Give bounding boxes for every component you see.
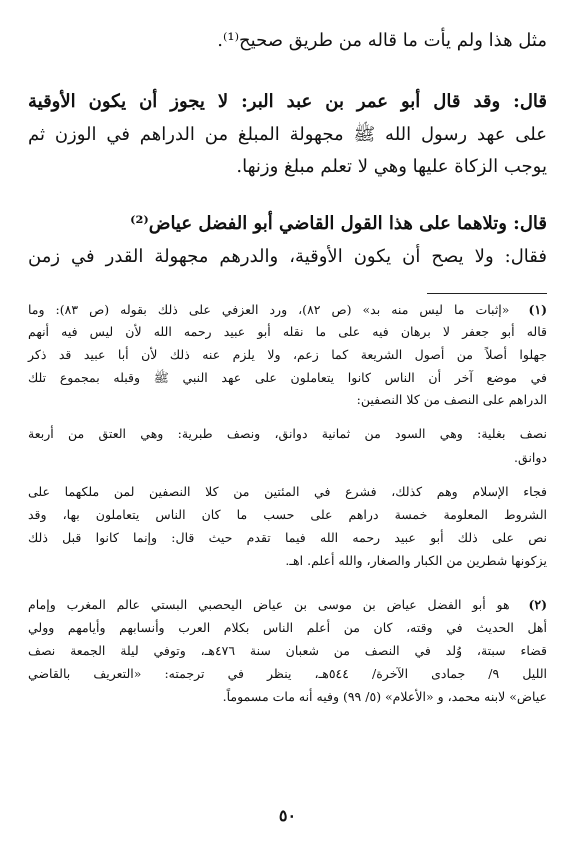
footnote-2-line-4: الليل ٩/ جمادى الآخرة/ ٥٤٤هـ، ينظر في ترجمته: «التعريف بالقاضي bbox=[28, 666, 547, 681]
footnote-2-line-5: عياض» لابنه محمد، و «الأعلام» (٥/ ٩٩) وفيه أنه مات مسموماً. bbox=[222, 689, 547, 704]
footnote-1-first-line bbox=[28, 302, 547, 318]
footnote-1-line-1: «إثبات ما ليس منه بد» (ص ٨٢)، ورد العزفي على ذلك بقوله (ص ٨٣): وما bbox=[28, 302, 510, 317]
page-number: ٥٠ bbox=[278, 806, 297, 825]
body-line-3: على عهد رسول الله ﷺ مجهولة المبلغ من الدراهم في الوزن ثم bbox=[28, 124, 547, 145]
footnote-1-line-7: دوانق. bbox=[514, 450, 547, 465]
footnote-1-line-6: نصف بغلية: وهي السود من ثمانية دوانق، ونصف طبرية: وهي العتق من أربعة bbox=[28, 426, 547, 441]
body-line-5: قال: وتلاهما على هذا القول القاضي أبو الفضل عياض⁽²⁾ bbox=[130, 213, 547, 234]
footnote-2-first-line bbox=[28, 597, 547, 613]
body-line-6: فقال: ولا يصح أن يكون الأوقية، والدرهم مجهولة القدر في زمن bbox=[28, 246, 547, 267]
footnote-1-line-2: قاله أبو جعفر لا برهان فيه على ما نقله أبو عبيد رحمه الله لأن ليس فيه أنهم bbox=[28, 324, 547, 339]
footnote-1-line-4: في موضع آخر أن الناس كانوا يتعاملون على عهد النبي ﷺ وقبله بمجموع تلك bbox=[28, 370, 547, 385]
footnote-1-line-9: الشروط المعلومة خمسة دراهم على حسب ما كان الناس يتعاملون بها، وقد bbox=[28, 507, 547, 522]
footnote-2-line-3: قضاء سبتة، وُلد في النصف من شعبان سنة ٤٧٦هـ، وتوفي ليلة الجمعة نصف bbox=[28, 643, 547, 658]
body-line-1: مثل هذا ولم يأت ما قاله من طريق صحيح⁽¹⁾. bbox=[217, 30, 547, 51]
body-line-2: قال: وقد قال أبو عمر بن عبد البر: لا يجوز أن يكون الأوقية bbox=[28, 91, 547, 112]
footnote-2-line-1: هو أبو الفضل عياض بن موسى بن عياض اليحصبي البستي عالم المغرب وإمام bbox=[28, 597, 510, 612]
footnote-separator bbox=[427, 293, 547, 294]
footnote-1-line-3: جهلوا أصلاً من أصول الشريعة كما زعم، ولا يلزم عنه ذلك لأن أبا عبيد قد ذكر bbox=[28, 347, 547, 362]
footnote-1-line-8: فجاء الإسلام وهم كذلك، فشرع في المئتين من كلا النصفين لمن ملكهما على bbox=[28, 484, 547, 499]
footnote-2-line-2: أهل الحديث في وقته، كان من أعلم الناس بكلام العرب وأنسابهم وأيامهم وولي bbox=[28, 620, 547, 635]
footnote-2-number: (٢) bbox=[528, 597, 547, 612]
footnote-1-number: (١) bbox=[528, 302, 548, 317]
footnote-1-line-5: الدراهم على النصف من كلا النصفين: bbox=[356, 392, 547, 407]
footnote-1-line-10: نص على ذلك أبو عبيد رحمه الله فيما تقدم حيث قال: وإنما كانوا قبل ذلك bbox=[28, 530, 547, 545]
footnote-1-line-11: يزكونها شطرين من الكبار والصغار، والله أعلم. اهـ. bbox=[285, 553, 547, 568]
body-line-4: يوجب الزكاة عليها وهي لا تعلم مبلغ وزنها. bbox=[236, 156, 547, 177]
